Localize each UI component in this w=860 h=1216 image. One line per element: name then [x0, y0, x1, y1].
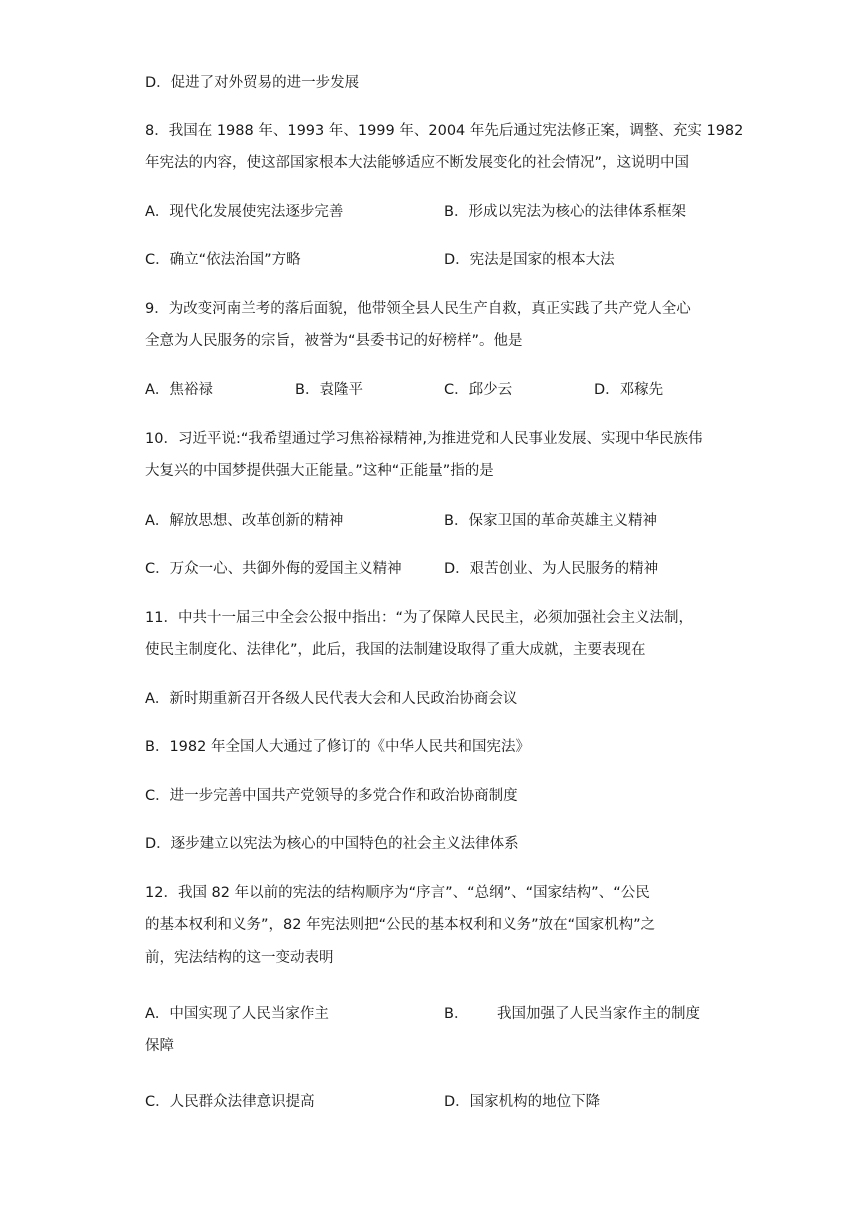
- q8-option-c: C．确立“依法治国”方略: [145, 252, 301, 268]
- q10-option-d: D．艰苦创业、为人民服务的精神: [444, 561, 659, 577]
- q11-option-b: B．1982 年全国人大通过了修订的《中华人民共和国宪法》: [145, 739, 530, 755]
- q11-stem-line-2: 使民主制度化、法律化”，此后，我国的法制建设取得了重大成就，主要表现在: [145, 642, 646, 658]
- q9-stem-line-1: 9．为改变河南兰考的落后面貌，他带领全县人民生产自救，真正实践了共产党人全心: [145, 301, 691, 317]
- q10-option-b: B．保家卫国的革命英雄主义精神: [444, 513, 657, 529]
- q10-option-c: C．万众一心、共御外侮的爱国主义精神: [145, 561, 402, 577]
- q8-option-b: B．形成以宪法为核心的法律体系框架: [444, 204, 686, 220]
- q8-option-d: D．宪法是国家的根本大法: [444, 252, 615, 268]
- q12-stem-line-3: 前，宪法结构的这一变动表明: [145, 950, 334, 966]
- q12-option-b-letter: B．: [444, 1006, 469, 1022]
- q10-stem-line-2: 大复兴的中国梦提供强大正能量。”这种“正能量”指的是: [145, 463, 494, 479]
- q7-option-d: D．促进了对外贸易的进一步发展: [145, 75, 360, 91]
- q12-stem-line-2: 的基本权利和义务”，82 年宪法则把“公民的基本权利和义务”放在“国家机构”之: [145, 917, 656, 933]
- q8-stem-line-2: 年宪法的内容，使这部国家根本大法能够适应不断发展变化的社会情况”，这说明中国: [145, 155, 690, 171]
- q12-stem-line-1: 12．我国 82 年以前的宪法的结构顺序为“序言”、“总纲”、“国家结构”、“公民: [145, 885, 650, 901]
- q9-option-c: C．邱少云: [444, 382, 513, 398]
- q9-stem-line-2: 全意为人民服务的宗旨，被誉为“县委书记的好榜样”。他是: [145, 333, 523, 349]
- q8-option-a: A．现代化发展使宪法逐步完善: [145, 204, 344, 220]
- q8-stem-line-1: 8．我国在 1988 年、1993 年、1999 年、2004 年先后通过宪法修正案，调整、充实 1982: [145, 123, 744, 139]
- q12-option-c: C．人民群众法律意识提高: [145, 1094, 315, 1110]
- q12-option-b-text: 我国加强了人民当家作主的制度: [497, 1006, 700, 1022]
- q11-option-d: D．逐步建立以宪法为核心的中国特色的社会主义法律体系: [145, 836, 519, 852]
- q12-option-b-wrap: 保障: [145, 1038, 174, 1054]
- q9-option-a: A．焦裕禄: [145, 382, 213, 398]
- q11-option-c: C．进一步完善中国共产党领导的多党合作和政治协商制度: [145, 788, 518, 804]
- q9-option-d: D．邓稼先: [594, 382, 664, 398]
- q9-option-b: B．袁隆平: [295, 382, 363, 398]
- q10-option-a: A．解放思想、改革创新的精神: [145, 513, 344, 529]
- q12-option-a: A．中国实现了人民当家作主: [145, 1006, 329, 1022]
- q11-stem-line-1: 11．中共十一届三中全会公报中指出：“为了保障人民民主，必须加强社会主义法制，: [145, 610, 693, 626]
- q10-stem-line-1: 10．习近平说:“我希望通过学习焦裕禄精神,为推进党和人民事业发展、实现中华民族伟: [145, 431, 703, 447]
- q11-option-a: A．新时期重新召开各级人民代表大会和人民政治协商会议: [145, 691, 518, 707]
- q12-option-d: D．国家机构的地位下降: [444, 1094, 601, 1110]
